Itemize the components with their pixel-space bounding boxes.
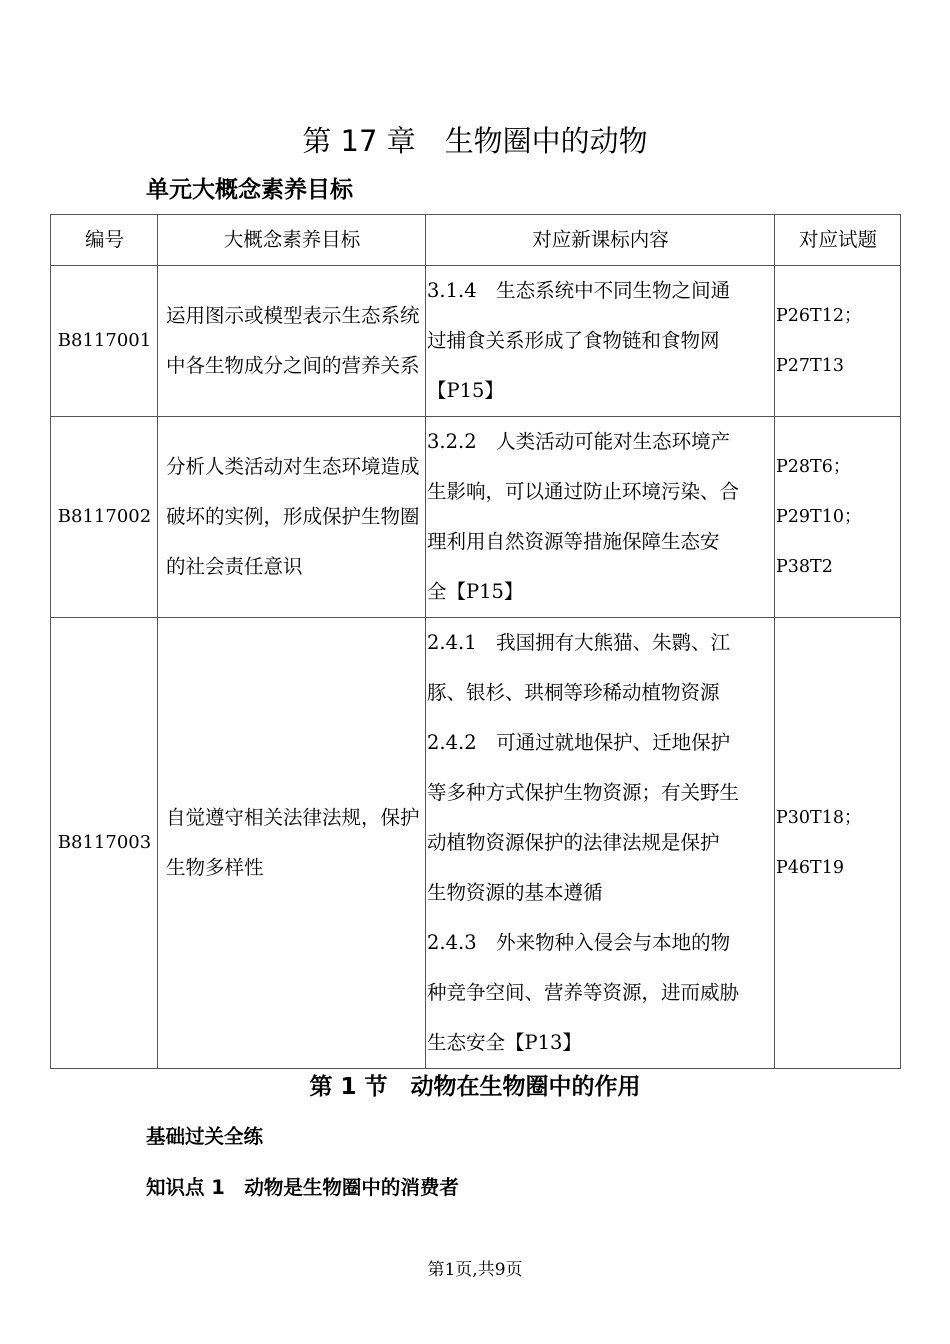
- header-content: 对应新课标内容: [426, 215, 775, 266]
- chapter-title: 第 17 章 生物圈中的动物: [302, 124, 648, 158]
- table-row: [51, 266, 901, 417]
- ref-item: P28T6；: [776, 457, 851, 477]
- row-content: [426, 618, 775, 1069]
- content-line: 2.4.1 我国拥有大熊猫、朱鹮、江: [427, 631, 731, 654]
- row-goal: 分析人类活动对生态环境造成破坏的实例，形成保护生物圈的社会责任意识: [158, 417, 426, 618]
- row-code: B8117001: [51, 266, 158, 417]
- content-line: 【P15】: [427, 379, 504, 402]
- ref-item: P30T18；: [776, 808, 862, 828]
- header-refs: 对应试题: [775, 215, 901, 266]
- header-goal: 大概念素养目标: [158, 215, 426, 266]
- ref-item: P46T19: [776, 858, 844, 878]
- content-line: 种竞争空间、营养等资源，进而威胁: [427, 981, 740, 1004]
- content-line: 动植物资源保护的法律法规是保护: [427, 831, 720, 854]
- table-row: [51, 618, 901, 1069]
- table-header-row: [51, 215, 901, 266]
- section-heading: 单元大概念素养目标: [146, 177, 353, 203]
- content-line: 豚、银杉、珙桐等珍稀动植物资源: [427, 681, 720, 704]
- content-line: 2.4.2 可通过就地保护、迁地保护: [427, 731, 731, 754]
- table-row: [51, 417, 901, 618]
- content-line: 生物资源的基本遵循: [427, 881, 603, 904]
- row-refs: [775, 417, 901, 618]
- ref-item: P27T13: [776, 356, 844, 376]
- goals-table: [50, 214, 901, 1069]
- content-line: 2.4.3 外来物种入侵会与本地的物: [427, 931, 731, 954]
- content-line: 过捕食关系形成了食物链和食物网: [427, 329, 720, 352]
- page-footer: 第1页,共9页: [427, 1260, 523, 1280]
- content-line: 全【P15】: [427, 580, 524, 603]
- row-refs: [775, 618, 901, 1069]
- content-line: 3.1.4 生态系统中不同生物之间通: [427, 279, 731, 302]
- row-goal: 自觉遵守相关法律法规，保护生物多样性: [158, 618, 426, 1069]
- content-line: 理利用自然资源等措施保障生态安: [427, 530, 720, 553]
- subsection-title: 第 1 节 动物在生物圈中的作用: [309, 1074, 641, 1100]
- ref-item: P26T12；: [776, 306, 862, 326]
- row-content: [426, 266, 775, 417]
- row-code: B8117002: [51, 417, 158, 618]
- ref-item: P29T10；: [776, 507, 862, 527]
- knowledge-point-heading: 知识点 1 动物是生物圈中的消费者: [146, 1176, 459, 1199]
- content-line: 生态安全【P13】: [427, 1031, 582, 1054]
- row-goal: 运用图示或模型表示生态系统中各生物成分之间的营养关系: [158, 266, 426, 417]
- header-code: 编号: [51, 215, 158, 266]
- content-line: 生影响，可以通过防止环境污染、合: [427, 480, 740, 503]
- content-line: 等多种方式保护生物资源；有关野生: [427, 781, 740, 804]
- row-content: [426, 417, 775, 618]
- content-line: 3.2.2 人类活动可能对生态环境产: [427, 430, 731, 453]
- practice-heading: 基础过关全练: [146, 1125, 264, 1148]
- row-code: B8117003: [51, 618, 158, 1069]
- row-refs: [775, 266, 901, 417]
- ref-item: P38T2: [776, 557, 833, 577]
